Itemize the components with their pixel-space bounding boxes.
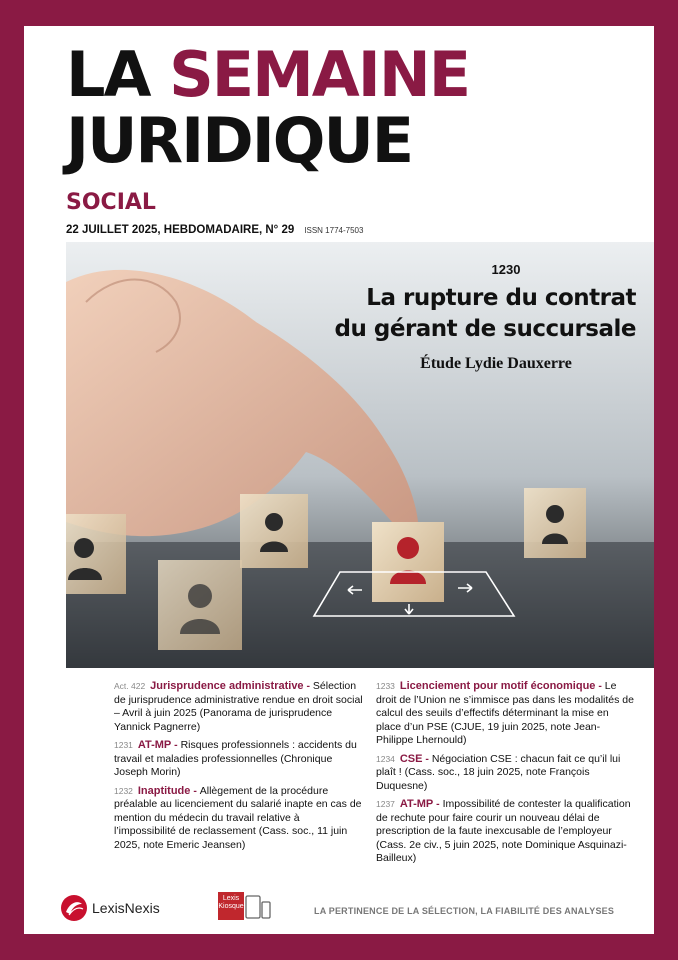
- kiosque-badge: [218, 892, 244, 920]
- lexisnexis-logo-icon: [60, 894, 88, 922]
- entry-number: 1233: [376, 681, 395, 691]
- entry-heading: Jurisprudence administrative: [150, 680, 304, 692]
- toc-entry[interactable]: 1234 CSE - Négociation CSE : chacun fait ce qu’il lui plaît ! (Cass. soc., 18 juin 2025, note François Duquesne): [376, 752, 621, 792]
- entry-heading: AT-MP: [137, 739, 172, 751]
- entry-text: Allègement de la procédure préalable au licenciement du salarié inapte en cas de mention du médecin du travail relative à l’impossibilité de reclassement (Cass. soc., 11 juin 2025, note Emeric Jeansen): [114, 784, 362, 851]
- toc-entry[interactable]: 1231 AT-MP - Risques professionnels : accidents du travail et maladies professionnelles (Chronique Joseph Morin): [114, 739, 357, 778]
- section-title: SOCIAL: [66, 190, 156, 215]
- tagline: LA PERTINENCE DE LA SÉLECTION, LA FIABILITÉ DES ANALYSES: [314, 906, 615, 916]
- figure-cube: [66, 514, 126, 594]
- entry-number: 1234: [376, 753, 395, 764]
- feature-number: 1230: [491, 262, 521, 277]
- publisher-logo[interactable]: [60, 894, 160, 922]
- figure-cube: [240, 494, 308, 568]
- toc-entry[interactable]: 1237 AT-MP - Impossibilité de contester la qualification de rechute pour faire courir un nouveau délai de prescription de la faute inexcusable de l’employeur (Cass. 2e civ., 5 juin 2025, note Dominique Asquinazi-Bailleux): [376, 798, 631, 864]
- entry-text: Négociation CSE : chacun fait ce qu’il lui plaît ! (Cass. soc., 18 juin 2025, note François Duquesne): [376, 752, 621, 792]
- highlighted-figure-cube: [372, 522, 444, 602]
- entry-number: 1232: [114, 785, 133, 796]
- publisher-name: LexisNexis: [92, 900, 160, 916]
- toc-left-column: [114, 680, 364, 857]
- feature-title: [276, 283, 636, 345]
- feature-title-line-2: du gérant de succursale: [334, 316, 636, 342]
- entry-text: Le droit de l’Union ne s’immisce pas dans les modalités de calcul des seuils d’effectifs déterminant la mise en place d’un PSE (CJUE, 19 juin 2025, note Jean-Philippe Lhernould): [376, 680, 634, 746]
- feature-title-line-1: La rupture du contrat: [366, 285, 636, 311]
- issn: ISSN 1774-7503: [304, 226, 364, 235]
- devices-icon: [244, 894, 272, 920]
- entry-text: Impossibilité de contester la qualification de rechute pour faire courir un nouveau délai de prescription de la faute inexcusable de l’employeur (Cass. 2e civ., 5 juin 2025, note Dominique Asquinazi-Bailleux): [376, 798, 631, 864]
- entry-text: Risques professionnels : accidents du travail et maladies professionnelles (Chronique Joseph Morin): [114, 739, 357, 778]
- entry-heading: Licenciement pour motif économique: [399, 680, 596, 692]
- feature-article[interactable]: [276, 262, 636, 373]
- toc-entry[interactable]: 1232 Inaptitude - Allègement de la procédure préalable au licenciement du salarié inapte en cas de mention du médecin du travail relative à l’impossibilité de reclassement (Cass. soc., 11 juin 2025, note Emeric Jeansen): [114, 784, 362, 851]
- figure-cube: [524, 488, 586, 558]
- entry-heading: Inaptitude: [137, 784, 191, 797]
- issue-date: 22 JUILLET 2025, HEBDOMADAIRE, N° 29: [66, 224, 295, 236]
- toc-entry[interactable]: 1233 Licenciement pour motif économique - Le droit de l’Union ne s’immisce pas dans les modalités de calcul des seuils d’effectifs déterminant la mise en place d’un PSE (CJUE, 19 juin 2025, note Jean-Philippe Lhernould): [376, 680, 634, 746]
- toc-right-column: [376, 680, 636, 871]
- footer: [60, 892, 630, 924]
- figure-cube: [158, 560, 242, 650]
- brand-word-la: LA: [66, 38, 170, 111]
- feature-author: Étude Lydie Dauxerre: [420, 355, 572, 372]
- entry-heading: AT-MP: [399, 798, 434, 810]
- brand-word-semaine: SEMAINE: [169, 38, 470, 111]
- toc-entry[interactable]: Act. 422 Jurisprudence administrative - Sélection de jurisprudence administrative rendue en droit social – Avril à juin 2025 (Panorama de jurisprudence Yannick Pagnerre): [114, 680, 363, 733]
- kiosque-line-2: Kiosque: [218, 903, 244, 910]
- brand-line-1: [66, 38, 626, 111]
- entry-text: Sélection de jurisprudence administrative rendue en droit social – Avril à juin 2025 (Panorama de jurisprudence Yannick Pagnerre): [114, 680, 363, 733]
- kiosque-line-1: Lexis: [222, 895, 240, 902]
- entry-number: Act. 422: [114, 681, 146, 691]
- masthead: [66, 38, 626, 177]
- brand-line-2: JURIDIQUE: [66, 104, 413, 177]
- lexis-kiosque[interactable]: [218, 892, 272, 920]
- entry-number: 1237: [376, 799, 395, 809]
- entry-number: 1231: [114, 740, 133, 750]
- issue-line: [66, 224, 363, 236]
- entry-heading: CSE: [399, 752, 423, 765]
